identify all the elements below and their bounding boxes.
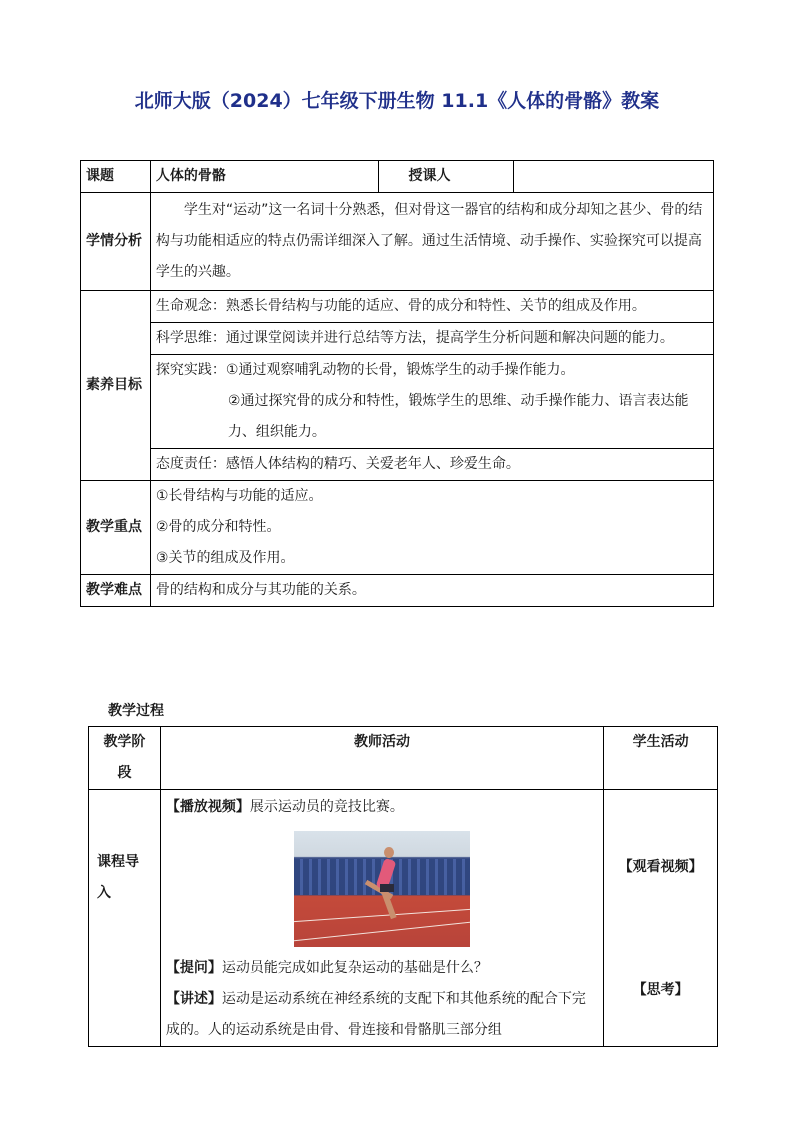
- video-tag: 【播放视频】: [165, 799, 250, 815]
- key-row: [81, 481, 714, 575]
- topic-label: 课题: [81, 161, 151, 193]
- goal-life: 生命观念：熟悉长骨结构与功能的适应、骨的成分和特性、关节的组成及作用。: [150, 291, 713, 323]
- col-stage-header: 教学阶段: [89, 727, 161, 790]
- lesson-info-table: [80, 160, 714, 607]
- question-line: [166, 953, 598, 984]
- goal-attitude: 态度责任：感悟人体结构的精巧、关爱老年人、珍爱生命。: [150, 449, 713, 481]
- goal-practice-cell: [150, 355, 713, 449]
- analysis-text: 学生对“运动”这一名词十分熟悉，但对骨这一器官的结构和成分却知之甚少、骨的结构与功能相适应的特点仍需详细深入了解。通过生活情境、动手操作、实验探究可以提高学生的兴趣。: [150, 193, 713, 291]
- topic-value: 人体的骨骼: [150, 161, 378, 193]
- track-lane-line: [294, 922, 470, 941]
- goals-row-attitude: [81, 449, 714, 481]
- teacher-activity-intro: [160, 790, 603, 1047]
- question-tag: 【提问】: [165, 960, 222, 976]
- student-activity-intro: [604, 790, 718, 1047]
- difficulty-row: [81, 575, 714, 607]
- key-item-1: ①长骨结构与功能的适应。: [155, 488, 323, 504]
- key-item-3: ③关节的组成及作用。: [155, 550, 295, 566]
- process-row-intro: [89, 790, 718, 1047]
- goal-practice-1: 探究实践：①通过观察哺乳动物的长骨，锻炼学生的动手操作能力。: [155, 362, 575, 378]
- key-cell: [150, 481, 713, 575]
- goal-science: 科学思维：通过课堂阅读并进行总结等方法，提高学生分析问题和解决问题的能力。: [150, 323, 713, 355]
- video-text: 展示运动员的竞技比赛。: [249, 799, 404, 815]
- video-line: [166, 792, 598, 823]
- goals-row-science: [81, 323, 714, 355]
- teaching-process-table: [88, 726, 718, 1047]
- analysis-row: [81, 193, 714, 291]
- lecture-tag: 【讲述】: [165, 991, 222, 1007]
- teacher-label: 授课人: [378, 161, 514, 193]
- difficulty-label: 教学难点: [81, 575, 151, 607]
- runner-shorts: [380, 884, 394, 892]
- student-watch: 【观看视频】: [618, 859, 703, 875]
- process-header-row: [89, 727, 718, 790]
- runner-head: [384, 847, 394, 858]
- teacher-value: [514, 161, 714, 193]
- difficulty-text: 骨的结构和成分与其功能的关系。: [150, 575, 713, 607]
- goals-row-life: [81, 291, 714, 323]
- goals-label: 素养目标: [81, 291, 151, 481]
- key-label: 教学重点: [81, 481, 151, 575]
- topic-row: [81, 161, 714, 193]
- goal-practice-2: ②通过探究骨的成分和特性，锻炼学生的思维、动手操作能力、语言表达能力、组织能力。: [227, 393, 689, 440]
- goals-row-practice: [81, 355, 714, 449]
- runner-photo: [294, 831, 470, 947]
- stage-intro: 课程导入: [89, 790, 161, 1047]
- analysis-label: 学情分析: [81, 193, 151, 291]
- track-lane-line: [294, 909, 470, 922]
- key-item-2: ②骨的成分和特性。: [155, 519, 281, 535]
- question-text: 运动员能完成如此复杂运动的基础是什么？: [221, 960, 488, 976]
- col-teacher-header: 教师活动: [160, 727, 603, 790]
- page-title: 北师大版（2024）七年级下册生物 11.1《人体的骨骼》教案: [134, 90, 660, 112]
- col-student-header: 学生活动: [604, 727, 718, 790]
- student-think: 【思考】: [632, 982, 689, 998]
- lecture-text: 运动是运动系统在神经系统的支配下和其他系统的配合下完成的。人的运动系统是由骨、骨连接和骨骼肌三部分组: [165, 991, 586, 1038]
- process-section-label: 教学过程: [108, 703, 164, 719]
- lecture-line: [166, 984, 598, 1046]
